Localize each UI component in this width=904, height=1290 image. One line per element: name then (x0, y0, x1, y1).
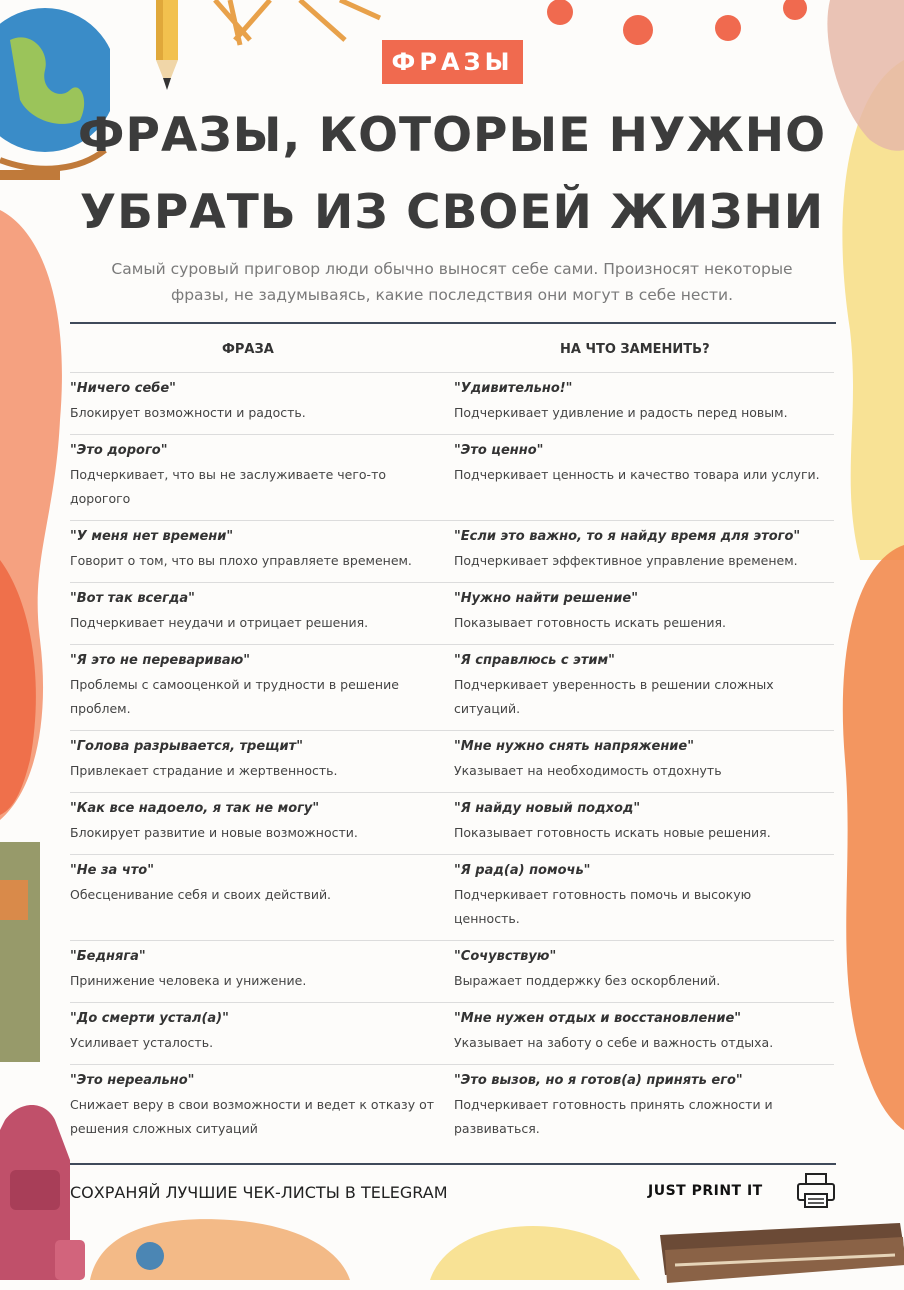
phrase-description: Подчеркивает, что вы не заслуживаете чего-то дорогого (70, 467, 386, 506)
phrase-cell (70, 439, 452, 511)
table-row (70, 940, 834, 1002)
footer-telegram-text: СОХРАНЯЙ ЛУЧШИЕ ЧЕК-ЛИСТЫ В TELEGRAM (70, 1183, 448, 1202)
phrase-description: Проблемы с самооценкой и трудности в решение проблем. (70, 677, 399, 716)
phrase-cell (70, 945, 452, 993)
phrase-cell (70, 735, 452, 783)
replacement-description: Подчеркивает удивление и радость перед новым. (454, 405, 788, 420)
replacement-cell (452, 1007, 834, 1055)
replacement-cell (452, 525, 834, 573)
replacement-cell (452, 649, 834, 721)
phrase-description: Принижение человека и унижение. (70, 973, 307, 988)
phrase-description: Привлекает страдание и жертвенность. (70, 763, 338, 778)
phrase-text: "Как все надоело, я так не могу" (70, 801, 320, 816)
phrase-description: Обесценивание себя и своих действий. (70, 887, 332, 902)
replacement-text: "Это вызов, но я готов(а) принять его" (454, 1073, 743, 1088)
replacement-description: Указывает на заботу о себе и важность отдыха. (454, 1035, 774, 1050)
replacement-description: Подчеркивает эффективное управление временем. (454, 553, 798, 568)
replacement-text: "Я рад(а) помочь" (454, 863, 591, 878)
phrase-text: "Ничего себе" (70, 381, 176, 396)
phrase-cell (70, 587, 452, 635)
phrase-cell (70, 649, 452, 721)
phrase-text: "Я это не перевариваю" (70, 653, 251, 668)
replacement-description: Подчеркивает ценность и качество товара или услуги. (454, 467, 820, 482)
table-row (70, 582, 834, 644)
top-divider (70, 322, 836, 324)
book-icon (655, 1215, 904, 1285)
bottom-divider (70, 1163, 836, 1165)
table-row (70, 792, 834, 854)
category-badge: ФРАЗЫ (382, 40, 523, 84)
table-row (70, 644, 834, 730)
page-title-line-1: ФРАЗЫ, КОТОРЫЕ НУЖНО (77, 108, 827, 163)
phrase-cell (70, 1007, 452, 1055)
phrase-cell (70, 525, 452, 573)
phrase-text: "Это дорого" (70, 443, 168, 458)
phrase-cell (70, 1069, 452, 1141)
replacement-cell (452, 735, 834, 783)
pencil-icon (148, 0, 188, 100)
phrase-description: Снижает веру в свои возможности и ведет к отказу от решения сложных ситуаций (70, 1097, 435, 1136)
replacement-description: Подчеркивает уверенность в решении сложных ситуаций. (454, 677, 774, 716)
replacement-text: "Сочувствую" (454, 949, 557, 964)
phrase-description: Блокирует возможности и радость. (70, 405, 306, 420)
phrase-text: "До смерти устал(а)" (70, 1011, 229, 1026)
phrase-text: "Вот так всегда" (70, 591, 195, 606)
replacement-text: "Если это важно, то я найду время для этого" (454, 529, 801, 544)
replacement-cell (452, 859, 834, 931)
replacement-text: "Это ценно" (454, 443, 544, 458)
globe-icon (0, 0, 110, 200)
subtitle (80, 256, 824, 308)
replacement-cell (452, 587, 834, 635)
phrase-description: Говорит о том, что вы плохо управляете временем. (70, 553, 412, 568)
phrase-cell (70, 797, 452, 845)
phrases-table (70, 372, 834, 1150)
replacement-text: "Я найду новый подход" (454, 801, 641, 816)
table-row (70, 1064, 834, 1150)
brand-name: JUST PRINT IT (648, 1183, 763, 1199)
printer-icon (796, 1172, 836, 1210)
replacement-cell (452, 797, 834, 845)
table-row (70, 730, 834, 792)
table-row (70, 1002, 834, 1064)
replacement-text: "Мне нужно снять напряжение" (454, 739, 695, 754)
table-row (70, 372, 834, 434)
subtitle-line-2: фразы, не задумываясь, какие последствия они могут в себе нести. (170, 286, 734, 304)
table-row (70, 434, 834, 520)
phrase-description: Подчеркивает неудачи и отрицает решения. (70, 615, 369, 630)
replacement-cell (452, 1069, 834, 1141)
phrase-description: Блокирует развитие и новые возможности. (70, 825, 358, 840)
replacement-description: Показывает готовность искать решения. (454, 615, 726, 630)
page-title-line-2: УБРАТЬ ИЗ СВОЕЙ ЖИЗНИ (79, 185, 825, 240)
replacement-text: "Нужно найти решение" (454, 591, 638, 606)
replacement-description: Указывает на необходимость отдохнуть (454, 763, 722, 778)
phrase-text: "Не за что" (70, 863, 155, 878)
phrase-cell (70, 859, 452, 931)
replacement-text: "Удивительно!" (454, 381, 573, 396)
replacement-description: Подчеркивает готовность помочь и высокую ценность. (454, 887, 752, 926)
replacement-description: Показывает готовность искать новые решения. (454, 825, 771, 840)
replacement-text: "Мне нужен отдых и восстановление" (454, 1011, 742, 1026)
phrase-text: "Голова разрывается, трещит" (70, 739, 303, 754)
table-row (70, 854, 834, 940)
replacement-description: Выражает поддержку без оскорблений. (454, 973, 721, 988)
column-header-phrase: ФРАЗА (222, 342, 274, 357)
table-row (70, 520, 834, 582)
replacement-cell (452, 439, 834, 511)
replacement-cell (452, 945, 834, 993)
phrase-description: Усиливает усталость. (70, 1035, 214, 1050)
phrase-text: "Это нереально" (70, 1073, 195, 1088)
replacement-cell (452, 377, 834, 425)
column-header-replacement: НА ЧТО ЗАМЕНИТЬ? (560, 342, 710, 357)
replacement-description: Подчеркивает готовность принять сложности и развиваться. (454, 1097, 773, 1136)
phrase-text: "Бедняга" (70, 949, 146, 964)
replacement-text: "Я справлюсь с этим" (454, 653, 615, 668)
subtitle-line-1: Самый суровый приговор люди обычно выносят себе сами. Произносят некоторые (111, 260, 793, 278)
phrase-text: "У меня нет времени" (70, 529, 234, 544)
phrase-cell (70, 377, 452, 425)
